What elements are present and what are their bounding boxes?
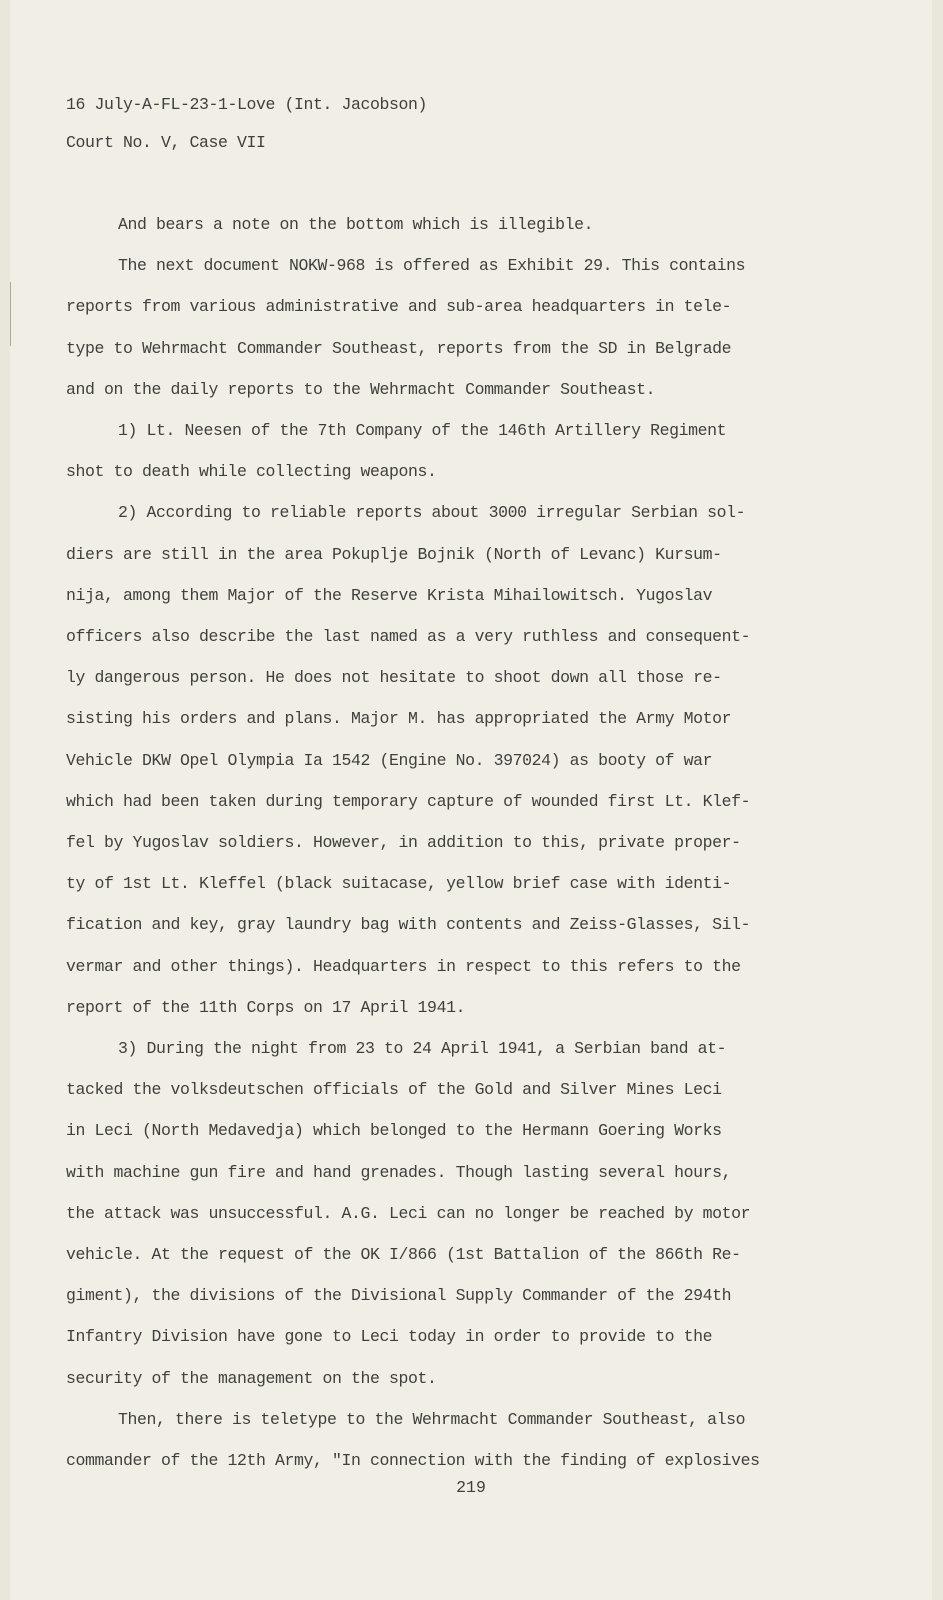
text-line: And bears a note on the bottom which is illegible. [118,215,594,234]
text-line: The next document NOKW-968 is offered as Exhibit 29. This contains [118,256,746,276]
text-line: and on the daily reports to the Wehrmacht Commander Southeast. [66,379,656,399]
header-court-line: Court No. V, Case VII [66,133,266,152]
text-line: officers also describe the last named as a very ruthless and consequent- [66,627,751,647]
text-line: with machine gun fire and hand grenades. Though lasting several hours, [66,1162,732,1182]
document-body [66,204,806,1481]
text-line: ly dangerous person. He does not hesitate to shoot down all those re- [66,668,722,688]
text-line: type to Wehrmacht Commander Southeast, reports from the SD in Belgrade [66,338,732,358]
text-line: vermar and other things). Headquarters in respect to this refers to the [66,956,741,976]
text-line: fication and key, gray laundry bag with contents and Zeiss-Glasses, Sil- [66,915,751,935]
text-line: shot to death while collecting weapons. [66,462,437,482]
paragraph [66,204,806,245]
paragraph [66,245,806,410]
header-reference-line: 16 July-A-FL-23-1-Love (Int. Jacobson) [66,95,428,114]
text-line: vehicle. At the request of the OK I/866 (1st Battalion of the 866th Re- [66,1245,741,1265]
document-page [10,0,932,1600]
text-line: in Leci (North Medavedja) which belonged to the Hermann Goering Works [66,1121,722,1141]
text-line: Then, there is teletype to the Wehrmacht Commander Southeast, also [118,1409,746,1429]
text-line: security of the management on the spot. [66,1368,437,1388]
text-line: the attack was unsuccessful. A.G. Leci can no longer be reached by motor [66,1203,751,1223]
margin-mark [10,282,13,346]
text-line: reports from various administrative and sub-area headquarters in tele- [66,297,732,317]
paragraph [66,1028,806,1399]
text-line: commander of the 12th Army, "In connection with the finding of explosives [66,1451,760,1471]
text-line: giment), the divisions of the Divisional Supply Commander of the 294th [66,1286,732,1306]
text-line: nija, among them Major of the Reserve Krista Mihailowitsch. Yugoslav [66,585,713,605]
text-line: report of the 11th Corps on 17 April 1941. [66,997,466,1017]
text-line: diers are still in the area Pokuplje Bojnik (North of Levanc) Kursum- [66,544,722,564]
paragraph [66,410,806,492]
text-line: 3) During the night from 23 to 24 April 1941, a Serbian band at- [118,1039,727,1059]
paragraph [66,1399,806,1481]
document-header [66,86,886,162]
text-line: sisting his orders and plans. Major M. has appropriated the Army Motor [66,709,732,729]
text-line: tacked the volksdeutschen officials of the Gold and Silver Mines Leci [66,1080,722,1100]
text-line: 2) According to reliable reports about 3000 irregular Serbian sol- [118,503,746,523]
text-line: which had been taken during temporary capture of wounded first Lt. Klef- [66,791,751,811]
text-line: Infantry Division have gone to Leci today in order to provide to the [66,1327,713,1347]
paragraph [66,492,806,1028]
page-number: 219 [456,1478,486,1497]
text-line: 1) Lt. Neesen of the 7th Company of the 146th Artillery Regiment [118,421,727,441]
text-line: ty of 1st Lt. Kleffel (black suitacase, yellow brief case with identi- [66,874,732,894]
text-line: Vehicle DKW Opel Olympia Ia 1542 (Engine No. 397024) as booty of war [66,750,713,770]
text-line: fel by Yugoslav soldiers. However, in addition to this, private proper- [66,833,741,853]
